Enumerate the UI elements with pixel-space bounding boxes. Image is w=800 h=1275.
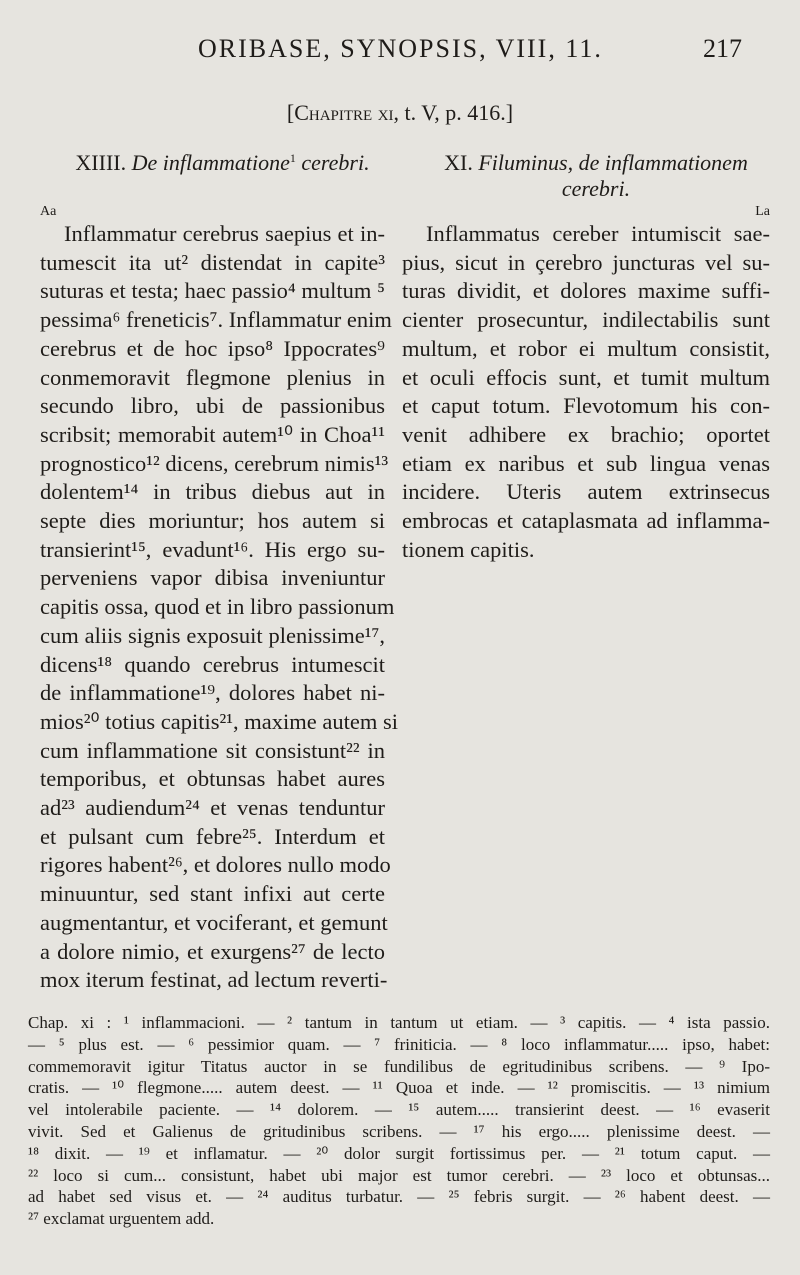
left-body-line: transierint¹⁵, evadunt¹⁶. His ergo su-	[40, 536, 385, 562]
chapter-ref-rest: , t. V, p. 416.]	[393, 100, 514, 125]
footnote-line: vel intolerabile paciente. — ¹⁴ dolorem. — ¹⁵ autem..... transierint deest. — ¹⁶ evaserit	[28, 1100, 770, 1120]
footnote-line: ad habet sed visus et. — ²⁴ auditus turbatur. — ²⁵ febris surgit. — ²⁶ habent deest. —	[28, 1187, 770, 1207]
running-title: ORIBASE, SYNOPSIS, VIII, 11.	[198, 34, 603, 63]
chapter-ref-open: [	[286, 100, 295, 125]
left-body-line: secundo libro, ubi de passionibus	[40, 393, 385, 419]
left-body-line: tumescit ita ut² distendat in capite³	[40, 249, 385, 275]
right-title-number: XI.	[444, 150, 473, 175]
chapter-reference	[0, 100, 800, 126]
footnote-line: commemoravit igitur Titatus auctor in se fundilibus de egritudinibus scribens. — ⁹ Ipo-	[28, 1056, 770, 1076]
left-body-line: augmentantur, et vociferant, et gemunt	[40, 909, 388, 935]
right-body-line: etiam ex naribus et sub lingua venas	[402, 450, 770, 476]
footnote-line: cratis. — ¹⁰ flegmone..... autem deest. — ¹¹ Quoa et inde. — ¹² promiscitis. — ¹³ nimium	[28, 1078, 770, 1098]
left-body-line: cum aliis signis exposuit plenissime¹⁷,	[40, 622, 385, 648]
right-body-line: incidere. Uteris autem extrinsecus	[402, 479, 770, 505]
right-body-line: cienter prosecuntur, indilectabilis sunt	[402, 307, 770, 333]
chapter-ref-label: Chapitre xi	[294, 100, 394, 125]
left-body-line: Inflammatur cerebrus saepius et in-	[64, 221, 385, 246]
right-body-line: tionem capitis.	[402, 536, 535, 562]
right-body-line: turas dividit, et dolores maxime suffi-	[402, 278, 770, 304]
left-body-line: suturas et testa; haec passio⁴ multum ⁵	[40, 278, 385, 304]
footnote-line: ²⁷ exclamat urguentem add.	[28, 1209, 215, 1229]
left-title-number: XIIII.	[75, 150, 127, 175]
footnote-line: Chap. xi : ¹ inflammacioni. — ² tantum in tantum ut etiam. — ³ capitis. — ⁴ ista passio.	[28, 1013, 770, 1032]
footnote-line: ²² loco si cum... consistunt, habet ubi major est tumor cerebri. — ²³ loco et obtunsas...	[28, 1165, 770, 1185]
right-column-title	[422, 150, 770, 202]
running-head	[0, 30, 800, 70]
left-body-line: conmemoravit flegmone plenius in	[40, 364, 385, 390]
footnote-line: ¹⁸ dixit. — ¹⁹ et inflamatur. — ²⁰ dolor surgit fortissimus per. — ²¹ totum caput. —	[28, 1143, 770, 1163]
left-body-line: prognostico¹² dicens, cerebrum nimis¹³	[40, 450, 389, 476]
left-body-line: mox iterum festinat, ad lectum reverti-	[40, 967, 388, 993]
right-column	[402, 150, 770, 564]
left-body-line: dicens¹⁸ quando cerebrus intumescit	[40, 651, 385, 677]
left-title-end: cerebri.	[301, 150, 370, 175]
left-body-line: ad²³ audiendum²⁴ et venas tenduntur	[40, 795, 385, 821]
left-body-line: mios²⁰ totius capitis²¹, maxime autem si	[40, 708, 398, 734]
left-body-line: cerebrus et de hoc ipso⁸ Ippocrates⁹	[40, 335, 385, 361]
left-body-line: rigores habent²⁶, et dolores nullo modo	[40, 852, 391, 878]
right-body-line: Inflammatus cereber intumiscit sae-	[426, 221, 770, 246]
right-body-line: et caput totum. Flevotomum his con-	[402, 393, 770, 419]
footnotes	[28, 1012, 770, 1230]
right-body-line: et oculi effocis sunt, et tumit multum	[402, 364, 770, 390]
left-body-line: cum inflammatione sit consistunt²² in	[40, 737, 385, 763]
left-body-line: scribsit; memorabit autem¹⁰ in Choa¹¹	[40, 421, 385, 447]
left-body-line: septe dies moriuntur; hos autem si	[40, 508, 385, 534]
left-body-line: de inflammatione¹⁹, dolores habet ni-	[40, 680, 385, 706]
right-title-line2: cerebri.	[561, 176, 631, 201]
footnote-line: — ⁵ plus est. — ⁶ pessimior quam. — ⁷ friniticia. — ⁸ loco inflammatur..... ipso, habet:	[28, 1034, 770, 1054]
right-body-line: embrocas et cataplasmata ad inflamma-	[402, 508, 770, 534]
left-body-text	[40, 220, 398, 995]
right-title-line1: Filuminus, de inflammationem	[478, 150, 748, 175]
left-body-line: minuuntur, sed stant infixi aut certe	[40, 881, 385, 907]
left-body-line: capitis ossa, quod et in libro passionum	[40, 594, 395, 620]
left-title-text: De inflammatione	[131, 150, 290, 175]
right-sigla: La	[755, 204, 770, 219]
footnote-line: vivit. Sed et Galienus de gritudinibus scribens. — ¹⁷ his ergo..... plenissime deest. —	[28, 1121, 770, 1141]
left-column-title	[60, 150, 385, 176]
left-title-sup: 1	[289, 151, 296, 165]
left-body-line: dolentem¹⁴ in tribus diebus aut in	[40, 479, 385, 505]
left-body-line: a dolore nimio, et exurgens²⁷ de lecto	[40, 938, 385, 964]
right-body-text	[402, 220, 770, 564]
right-body-line: venit adhibere ex brachio; oportet	[402, 421, 770, 447]
left-body-line: pessima⁶ freneticis⁷. Inflammatur enim	[40, 307, 392, 333]
left-body-line: temporibus, et obtunsas habet aures	[40, 766, 385, 792]
right-body-line: multum, et robor ei multum consistit,	[402, 335, 770, 361]
left-body-line: perveniens vapor dibisa inveniuntur	[40, 565, 385, 591]
left-column	[40, 150, 398, 995]
right-body-line: pius, sicut in çerebro juncturas vel su-	[402, 249, 770, 275]
left-body-line: et pulsant cum febre²⁵. Interdum et	[40, 823, 385, 849]
page-number: 217	[703, 34, 742, 63]
left-sigla: Aa	[40, 204, 57, 219]
